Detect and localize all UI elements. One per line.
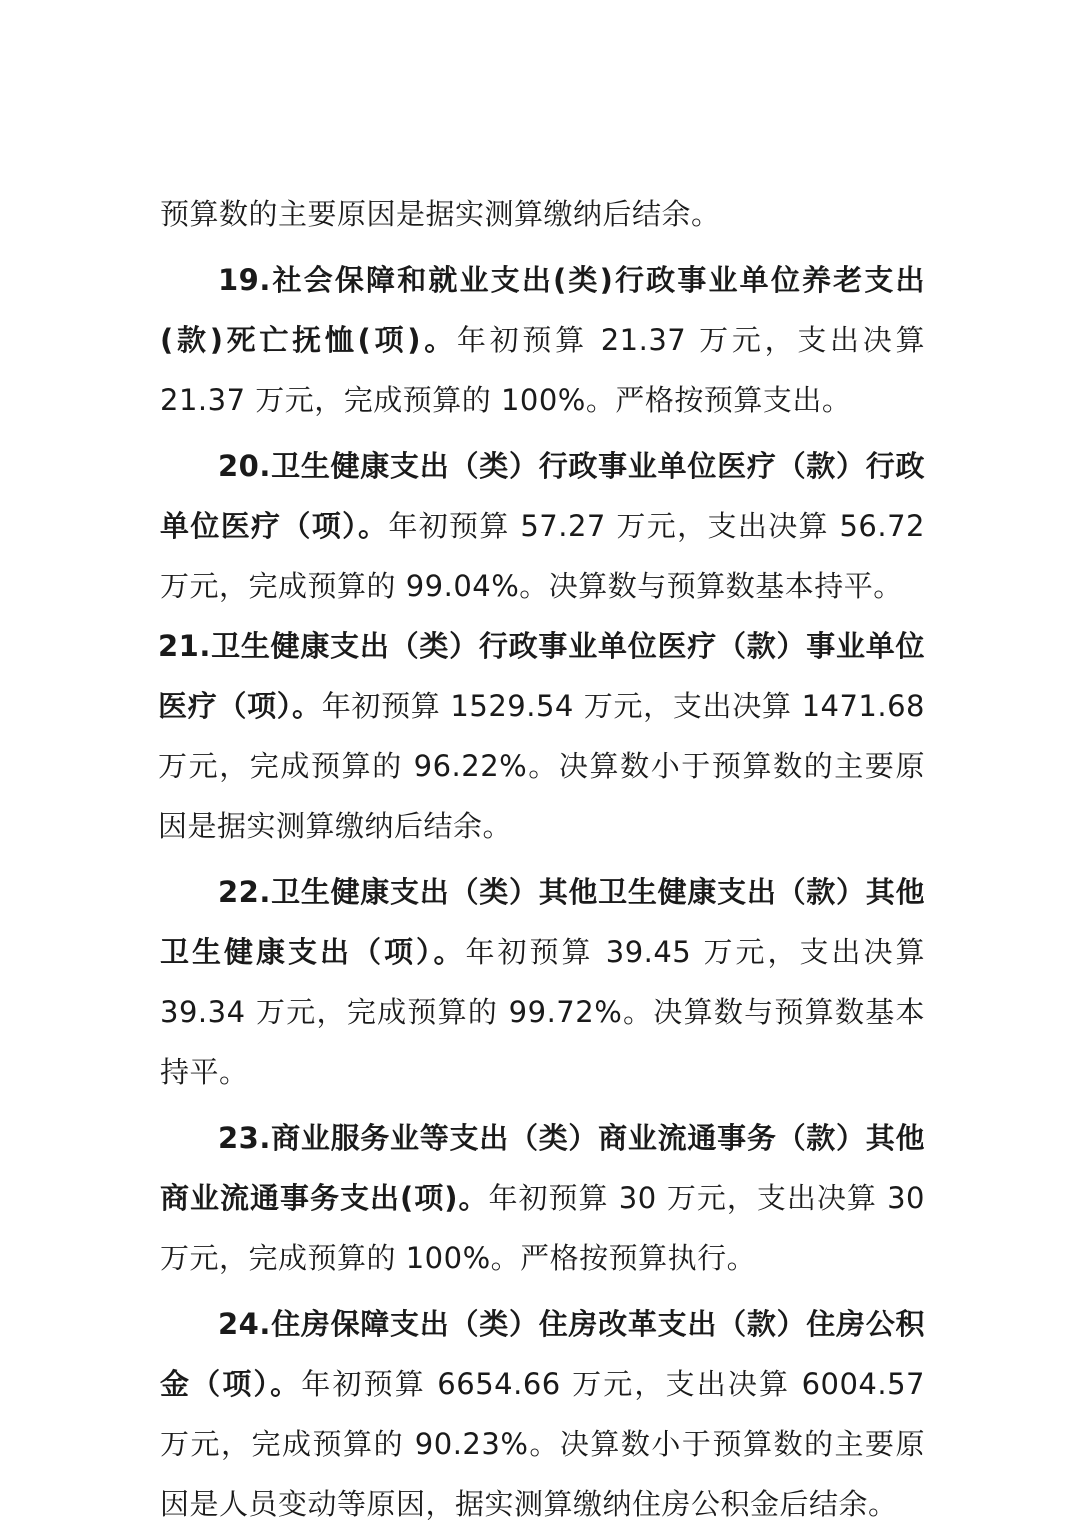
paragraph-body: 年初预算 57.27 万元，支出决算 56.72 万元，完成预算的 99.04%。决算数与预算数基本持平。 [160, 509, 925, 603]
paragraph-body: 年初预算 1529.54 万元，支出决算 1471.68 万元，完成预算的 96.22%。决算数小于预算数的主要原因是据实测算缴纳后结余。 [158, 689, 925, 843]
paragraph-heading: 21.卫生健康支出（类）行政事业单位医疗（款）事业单位医疗（项）。 [158, 629, 925, 723]
paragraph-item-24 [160, 1294, 925, 1534]
paragraph-body: 年初预算 30 万元，支出决算 30 万元，完成预算的 100%。严格按预算执行。 [160, 1181, 925, 1275]
paragraph-heading: 22.卫生健康支出（类）其他卫生健康支出（款）其他卫生健康支出（项）。 [160, 875, 925, 969]
paragraph-item-19 [160, 250, 925, 430]
paragraph-heading: 20.卫生健康支出（类）行政事业单位医疗（款）行政单位医疗（项）。 [160, 449, 925, 543]
paragraph-continuation [160, 184, 925, 244]
paragraph-body: 年初预算 39.45 万元，支出决算 39.34 万元，完成预算的 99.72%。决算数与预算数基本持平。 [160, 935, 925, 1089]
paragraph-heading: 19.社会保障和就业支出(类)行政事业单位养老支出(款)死亡抚恤(项)。 [160, 263, 925, 357]
paragraph-body: 年初预算 21.37 万元，支出决算 21.37 万元，完成预算的 100%。严格按预算支出。 [160, 323, 925, 417]
paragraph-item-20 [160, 436, 925, 616]
paragraph-heading: 23.商业服务业等支出（类）商业流通事务（款）其他商业流通事务支出(项)。 [160, 1121, 925, 1215]
paragraph-body: 预算数的主要原因是据实测算缴纳后结余。 [160, 197, 721, 231]
paragraph-body: 年初预算 6654.66 万元，支出决算 6004.57 万元，完成预算的 90.23%。决算数小于预算数的主要原因是人员变动等原因，据实测算缴纳住房公积金后结余。 [160, 1367, 925, 1521]
paragraph-item-23 [160, 1108, 925, 1288]
paragraph-item-22 [160, 862, 925, 1102]
paragraph-item-21 [158, 616, 925, 856]
paragraph-heading: 24.住房保障支出（类）住房改革支出（款）住房公积金（项）。 [160, 1307, 925, 1401]
document-page [160, 184, 925, 1534]
